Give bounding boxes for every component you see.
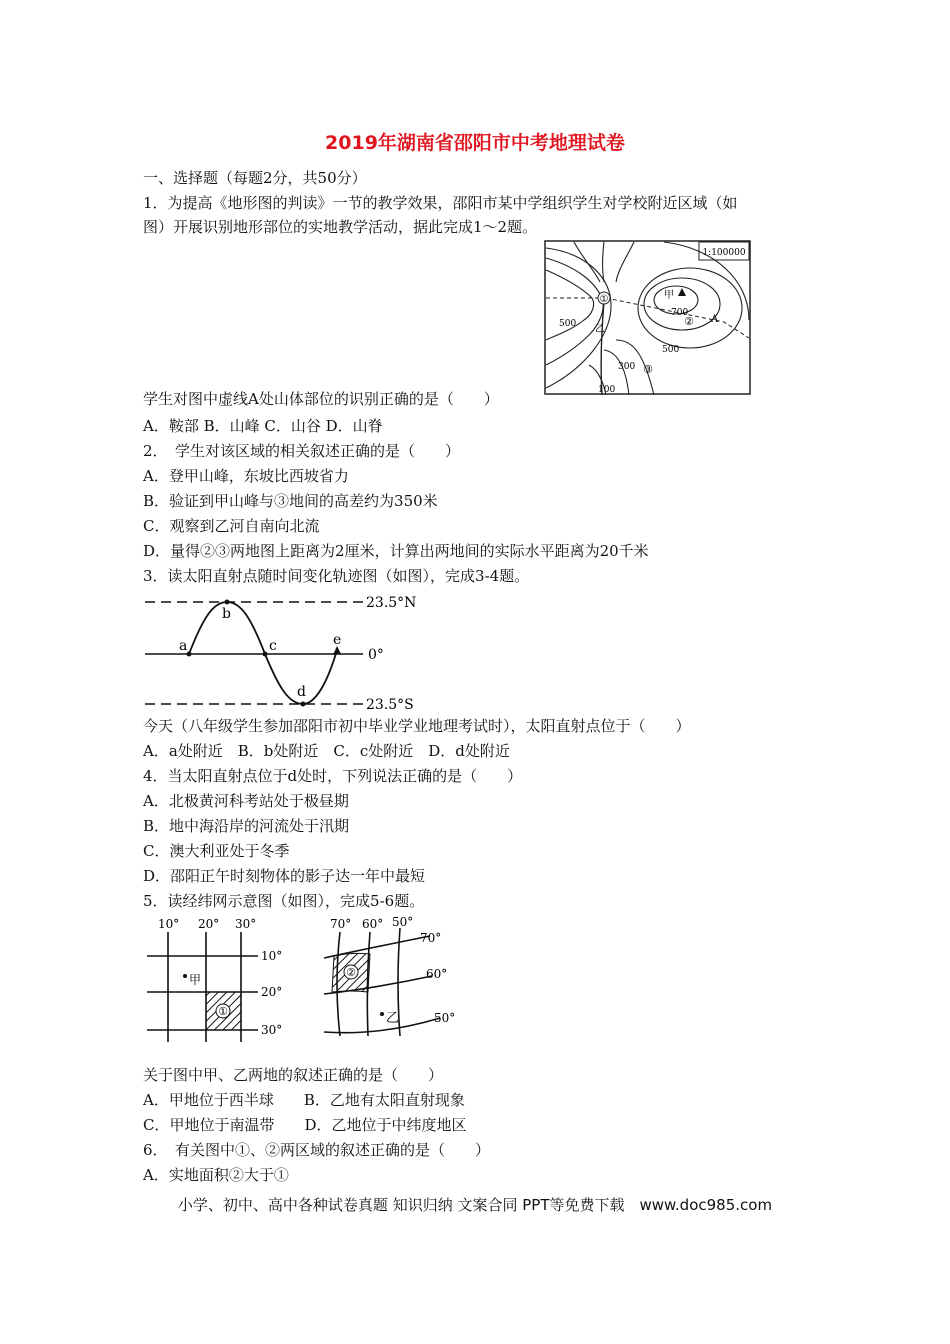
question-3-intro: 3．读太阳直射点随时间变化轨迹图（如图），完成3-4题。 <box>143 567 530 585</box>
contour-map <box>544 240 752 396</box>
section-heading: 一、选择题（每题2分，共50分） <box>143 169 367 187</box>
equator-label: 0° <box>368 647 384 663</box>
question-1-intro-line1: 1．为提高《地形图的判读》一节的教学效果，邵阳市某中学组织学生对学校附近区域（如 <box>143 194 738 212</box>
tropic-cancer-label: 23.5°N <box>366 595 417 611</box>
graticule-map-2 <box>320 914 460 1044</box>
contour-500-right: 500 <box>662 345 680 355</box>
question-5-stem: 关于图中甲、乙两地的叙述正确的是（ ） <box>143 1066 444 1084</box>
footer-text: 小学、初中、高中各种试卷真题 知识归纳 文案合同 PPT等免费下载 www.doc985.com <box>177 1196 773 1214</box>
question-1-intro-line2: 图）开展识别地形部位的实地教学活动，据此完成1～2题。 <box>143 218 538 236</box>
point-a: a <box>179 638 188 654</box>
region-2-label: ② <box>346 966 356 979</box>
lon-30-label: 30° <box>235 917 257 931</box>
question-4-option-d: D．邵阳正午时刻物体的影子达一年中最短 <box>143 867 426 885</box>
point-2-label: ② <box>684 315 694 328</box>
question-2-option-a: A．登甲山峰，东坡比西坡省力 <box>143 467 349 485</box>
question-4-option-b: B．地中海沿岸的河流处于汛期 <box>143 817 350 835</box>
question-4-stem: 4．当太阳直射点位于d处时，下列说法正确的是（ ） <box>143 767 523 785</box>
question-1-stem: 学生对图中虚线A处山体部位的识别正确的是（ ） <box>143 390 499 408</box>
question-5-intro: 5．读经纬网示意图（如图），完成5-6题。 <box>143 892 425 910</box>
lat-70-label: 70° <box>420 931 442 945</box>
question-4-option-c: C．澳大利亚处于冬季 <box>143 842 290 860</box>
question-6-stem: 6． 有关图中①、②两区域的叙述正确的是（ ） <box>143 1141 491 1159</box>
region-1-label: ① <box>218 1005 228 1018</box>
question-2-stem: 2． 学生对该区域的相关叙述正确的是（ ） <box>143 442 461 460</box>
page-title: 2019年湖南省邵阳市中考地理试卷 <box>325 132 625 154</box>
lon-60-label: 60° <box>362 917 384 931</box>
point-b: b <box>222 606 231 622</box>
peak-jia-label: 甲 <box>664 290 674 301</box>
lat-30-label: 30° <box>261 1023 283 1037</box>
question-6-option-a: A．实地面积②大于① <box>143 1166 289 1184</box>
question-1-options: A．鞍部 B．山峰 C．山谷 D．山脊 <box>143 417 383 435</box>
lon-50-label: 50° <box>392 915 414 929</box>
contour-300: 300 <box>618 362 636 372</box>
lat-60-label: 60° <box>426 967 448 981</box>
lon-70-label: 70° <box>330 917 352 931</box>
question-2-option-c: C．观察到乙河自南向北流 <box>143 517 320 535</box>
contour-700: 700 <box>671 308 689 318</box>
question-3-stem: 今天（八年级学生参加邵阳市初中毕业学业地理考试时），太阳直射点位于（ ） <box>143 717 691 735</box>
question-3-options: A．a处附近 B．b处附近 C．c处附近 D．d处附近 <box>143 742 510 760</box>
point-c: c <box>269 638 277 654</box>
tropic-capricorn-label: 23.5°S <box>366 697 414 713</box>
question-5-options-cd: C．甲地位于南温带 D．乙地位于中纬度地区 <box>143 1116 467 1134</box>
lon-10-label: 10° <box>158 917 180 931</box>
point-a-label: A <box>711 314 719 325</box>
sun-path-diagram <box>143 588 417 714</box>
point-d: d <box>297 684 306 700</box>
point-e: e <box>333 632 342 648</box>
contour-500-left: 500 <box>559 319 577 329</box>
lon-20-label: 20° <box>198 917 220 931</box>
lat-50-label: 50° <box>434 1011 456 1025</box>
question-2-option-d: D．量得②③两地图上距离为2厘米，计算出两地间的实际水平距离为20千米 <box>143 542 649 560</box>
point-1-label: ① <box>599 294 609 305</box>
place-jia-label: 甲 <box>189 973 202 987</box>
question-4-option-a: A．北极黄河科考站处于极昼期 <box>143 792 349 810</box>
question-2-option-b: B．验证到甲山峰与③地间的高差约为350米 <box>143 492 438 510</box>
point-3-label: ③ <box>643 363 653 376</box>
graticule-map-1 <box>143 914 303 1044</box>
question-5-options-ab: A．甲地位于西半球 B．乙地有太阳直射现象 <box>143 1091 465 1109</box>
contour-100: 100 <box>598 385 616 395</box>
lat-10-label: 10° <box>261 949 283 963</box>
river-yi-label: 乙 <box>595 324 605 335</box>
map-scale: 1:100000 <box>702 248 746 258</box>
place-yi-label: 乙 <box>386 1011 400 1026</box>
lat-20-label: 20° <box>261 985 283 999</box>
